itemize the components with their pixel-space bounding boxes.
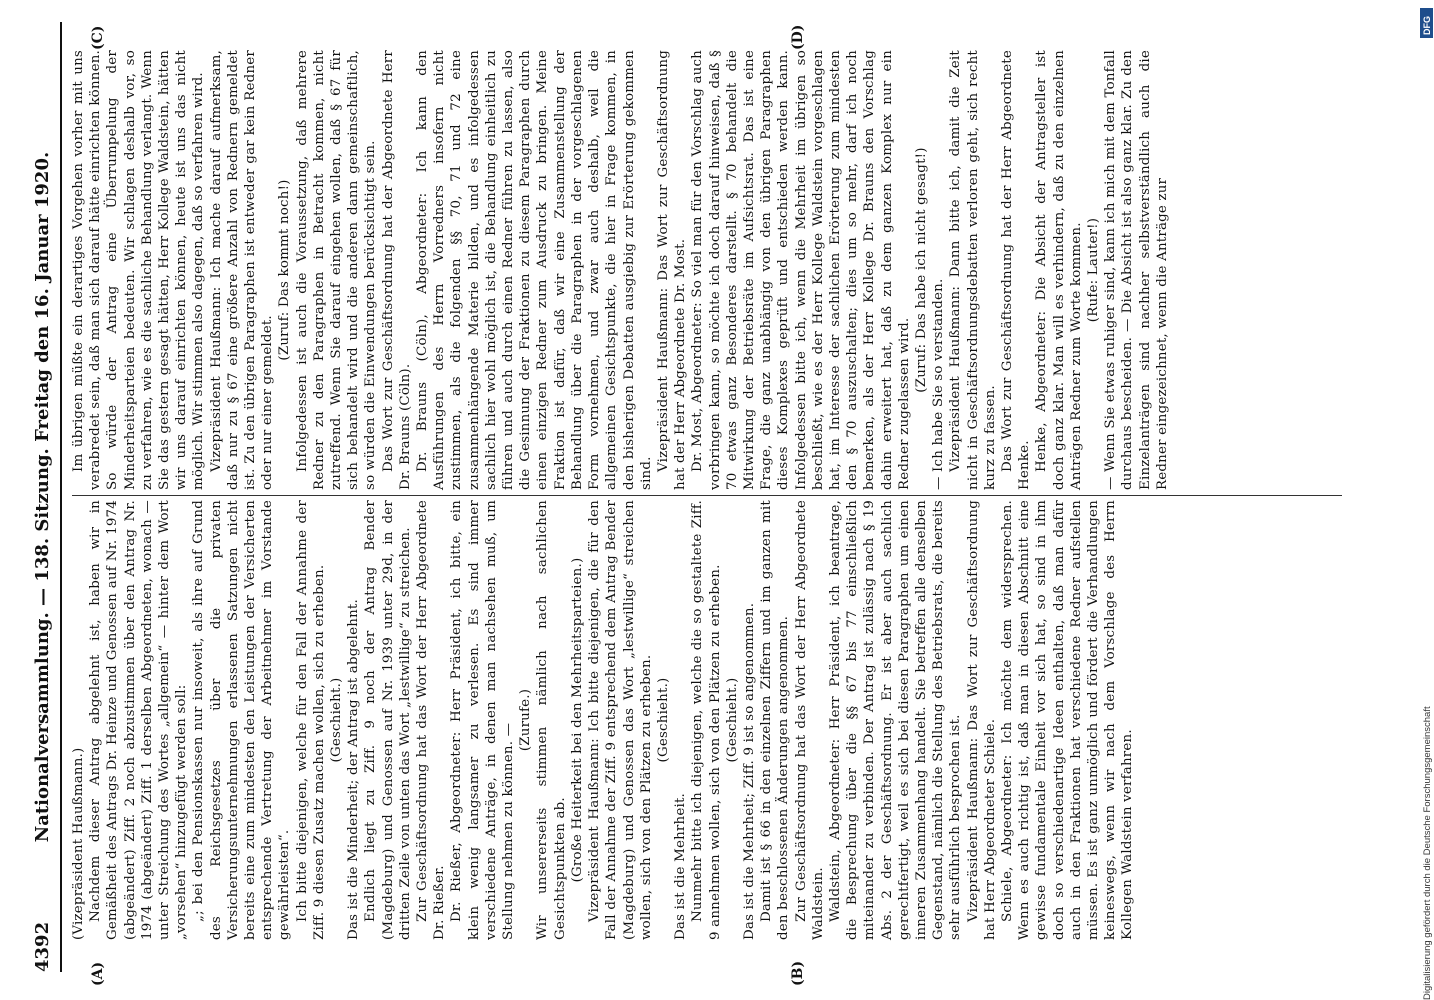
column-separator [72,495,1342,496]
paragraph: „; bei den Pensionskassen nur insoweit, als ihre auf Grund des Reichsgesetzes über die privaten Versicherungsunternehmungen erlassenen Satzungen nicht bereits eine zum mindesten den Leistungen der Versicherten entsprechende Vertretung der Arbeitnehmer im Vorstande gewährleisten“. [191,500,293,940]
paragraph: Wir unsererseits stimmen nämlich nach sachlichen Gesichtspunkten ab. [535,500,568,940]
paragraph: Endlich liegt zu Ziff. 9 noch der Antrag Bender (Magdeburg) und Genossen auf Nr. 1939 unter 29d, in der dritten Zeile von unten das Wort „lestwillige“ zu streichen. [363,500,413,940]
running-title: Nationalversammlung. — 138. Sitzung. Freitag den 16. Januar 1920. [32,151,53,843]
running-header [24,22,64,972]
paragraph: (Geschieht.) [329,677,345,763]
paragraph: Schiele, Abgeordneter: Ich möchte dem widersprechen. Wenn es auch richtig ist, daß man in diesen Abschnitt eine gewisse fundamentale Einheit vor sich hat, so sind in ihm doch so verschiedenartige Ideen enthalten, daß man dafür auch in den Fraktionen hat verschiedene Redner aufstellen müssen. Es ist ganz unmöglich und fördert die Verhandlungen keineswegs, wenn wir nach dem Vorschlage des Herrn Kollegen Waldstein verfahren. [999,500,1136,940]
paragraph: (Zuruf: Das kommt noch!) [277,179,293,361]
paragraph: Ich bitte diejenigen, welche für den Fall der Annahme der Ziff. 9 diesen Zusatz machen wollen, sich zu erheben. [294,500,327,940]
paragraph: Das Wort zur Geschäftsordnung hat der Herr Abgeordnete Henke. [999,50,1033,490]
paragraph: — Wenn Sie etwas ruhiger sind, kann ich mich mit dem Tonfall durchaus bescheiden. — Die Absicht ist also ganz klar. Zu den Einzelanträgen sind nachher selbstverständlich auch die Redner eingezeichnet, wenn die Anträge zur [1103,50,1170,490]
margin-marker-a: (A) [90,961,106,986]
paragraph: Nachdem dieser Antrag abgelehnt ist, haben wir in Gemäßheit des Antrags Dr. Heinze und Genossen auf Nr. 1974 (abgeändert) Ziff. 2 noch abzustimmen über den Antrag Nr. 1974 (abgeändert) Ziff. 1 derselben Abgeordneten, wonach — unter Streichung des Wortes „allgemein“ — hinter dem Wort „vorsehen“ hinzugefügt werden soll: [88,500,190,940]
paragraph: (Zurufe.) [518,688,534,752]
paragraph: (Große Heiterkeit bei den Mehrheitsparteien.) [569,557,585,883]
paragraph: Das ist die Minderheit; der Antrag ist abgelehnt. [346,599,362,940]
left-column [70,500,1137,940]
margin-marker-d: (D) [790,24,806,50]
dfg-logo-text: DFG [1422,16,1432,35]
paragraph: Vizepräsident Haußmann: Das Wort zur Geschäftsordnung hat Herr Abgeordneter Schiele. [965,500,998,940]
digitization-credit [1422,300,1432,1000]
right-column [70,50,1171,490]
paragraph: — Ich habe Sie so verstanden. [931,278,947,490]
paragraph: Dr. Brauns (Cöln), Abgeordneter: Ich kann den Ausführungen des Herrn Vorredners insofern nicht zustimmen, als die folgenden §§ 70, 71 und 72 eine zusammenhängende Materie bilden, und es infolgedessen sachlich hier wohl möglich ist, die Behandlung einheitlich zu führen und auch durch einen Redner führen zu lassen, also die Gesinnung der Fraktionen zu diesem Paragraphen durch einen einzigen Redner zum Ausdruck zu bringen. Meine Fraktion ist dafür, daß wir eine Zusammenstellung der Behandlung über die Paragraphen in der vorgeschlagenen Form vornehmen, und zwar auch deshalb, weil die allgemeinen Gesichtspunkte, die hier in Frage kommen, in den bisherigen Debatten ausgiebig zur Erörterung gekommen sind. [415,50,654,490]
paragraph: Dr. Most, Abgeordneter: So viel man für den Vorschlag auch vorbringen kann, so möchte ich doch darauf hinweisen, daß § 70 etwas ganz Besonderes darstellt. § 70 behandelt die Mitwirkung der Betriebsräte im Aufsichtsrat. Das ist eine Frage, die ganz unabhängig von den übrigen Paragraphen dieses Komplexes geprüft und entschieden werden kann. Infolgedessen bitte ich, wenn die Mehrheit im übrigen so beschließt, wie es der Herr Kollege Waldstein vorgeschlagen hat, im Interesse der sachlichen Erörterung zum mindesten den § 70 auszuschalten; dies um so mehr, darf ich noch bemerken, als der Herr Kollege Dr. Brauns den Vorschlag dahin erweitert hat, daß zu dem ganzen Komplex nur ein Redner zugelassen wird. [690,50,912,490]
paragraph: (Zuruf: Das habe ich nicht gesagt!) [913,147,929,393]
paragraph: Zur Geschäftsordnung hat das Wort der Herr Abgeordnete Waldstein. [793,500,826,940]
paragraph: Infolgedessen ist auch die Voraussetzung, daß mehrere Redner zu den Paragraphen in Betracht kommen, nicht zutreffend. Wenn Sie darauf eingehen wollen, daß § 67 für sich behandelt wird und die anderen dann gemeinschaftlich, so würden die Einwendungen berücksichtigt sein. [294,50,379,490]
paragraph: (Geschieht.) [655,677,671,763]
dfg-logo [1420,8,1433,38]
paragraph: (Rufe: Lauter!) [1085,217,1101,323]
paragraph: (Geschieht.) [724,677,740,763]
paragraph: Vizepräsident Haußmann: Das Wort zur Geschäftsordnung hat der Herr Abgeordnete Dr. Most. [655,50,689,490]
paragraph: Vizepräsident Haußmann: Dann bitte ich, damit die Zeit nicht in Geschäftsordnungsdebatten verloren geht, sich recht kurz zu fassen. [948,50,998,490]
paragraph: Damit ist § 66 in den einzelnen Ziffern und im ganzen mit den beschlossenen Änderungen angenommen. [759,500,792,940]
paragraph: Waldstein, Abgeordneter: Herr Präsident, ich beantrage, die Besprechung über die §§ 67 bis 77 einschließlich miteinander zu verbinden. Der Antrag ist zulässig nach § 19 Abs. 2 der Geschäftsordnung. Er ist aber auch sachlich gerechtfertigt, weil es sich bei diesen Paragraphen um einen inneren Zusammenhang handelt. Sie betreffen alle denselben Gegenstand, nämlich die Stellung des Betriebsrats, die bereits sehr ausführlich besprochen ist. [827,500,964,940]
paragraph: (Vizepräsident Haußmann.) [71,747,86,940]
paragraph: Vizepräsident Haußmann: Ich mache darauf aufmerksam, daß nur zu § 67 eine größere Anzahl von Rednern gemeldet ist. Zu den übrigen Paragraphen ist entweder gar kein Redner oder nur einer gemeldet. [208,50,276,490]
margin-marker-c: (C) [90,25,106,50]
paragraph: Das ist die Mehrheit. [673,792,689,940]
paragraph: Das ist die Mehrheit; Ziff. 9 ist so angenommen. [741,602,757,940]
paragraph: Zur Geschäftsordnung hat das Wort der Herr Abgeordnete Dr. Rießer. [415,500,448,940]
paragraph: Im übrigen müßte ein derartiges Vorgehen vorher mit uns verabredet sein, daß man sich darauf hätte einrichten können. So würde der Antrag eine Überrumpelung der Minderheitsparteien bedeuten. Wir schlagen deshalb vor, so zu verfahren, wie es die sachliche Behandlung verlangt. Wenn Sie das gestern gesagt hätten, Herr Kollege Waldstein, hätten wir uns darauf einrichten können, heute ist uns das nicht möglich. Wir stimmen also dagegen, daß so verfahren wird. [71,50,207,490]
header-rule [60,22,62,972]
paragraph: Vizepräsident Haußmann: Ich bitte diejenigen, die für den Fall der Annahme der Ziff. 9 entsprechend dem Antrag Bender (Magdeburg) und Genossen das Wort „lestwillige“ streichen wollen, sich von den Plätzen zu erheben. [587,500,654,940]
digitization-credit-text: Digitalisierung gefördert durch die Deutsche Forschungsgemeinschaft [1422,706,1433,1000]
paragraph: Dr. Rießer, Abgeordneter: Herr Präsident, ich bitte, ein klein wenig langsamer zu verlesen. Es sind immer verschiedene Anträge, in denen man nachsehen muß, um Stellung nehmen zu können. — [449,500,517,940]
paragraph: Das Wort zur Geschäftsordnung hat der Abgeordnete Herr Dr. Brauns (Cöln). [380,50,413,490]
paragraph: Henke, Abgeordneter: Die Absicht der Antragsteller ist doch ganz klar. Man will es verhindern, daß zu den einzelnen Anträgen Redner zum Worte kommen. [1034,50,1084,490]
margin-marker-b: (B) [790,960,806,986]
page-number: 4392 [32,921,53,972]
paragraph: Nunmehr bitte ich diejenigen, welche die so gestaltete Ziff. 9 annehmen wollen, sich von den Plätzen zu erheben. [690,500,723,940]
